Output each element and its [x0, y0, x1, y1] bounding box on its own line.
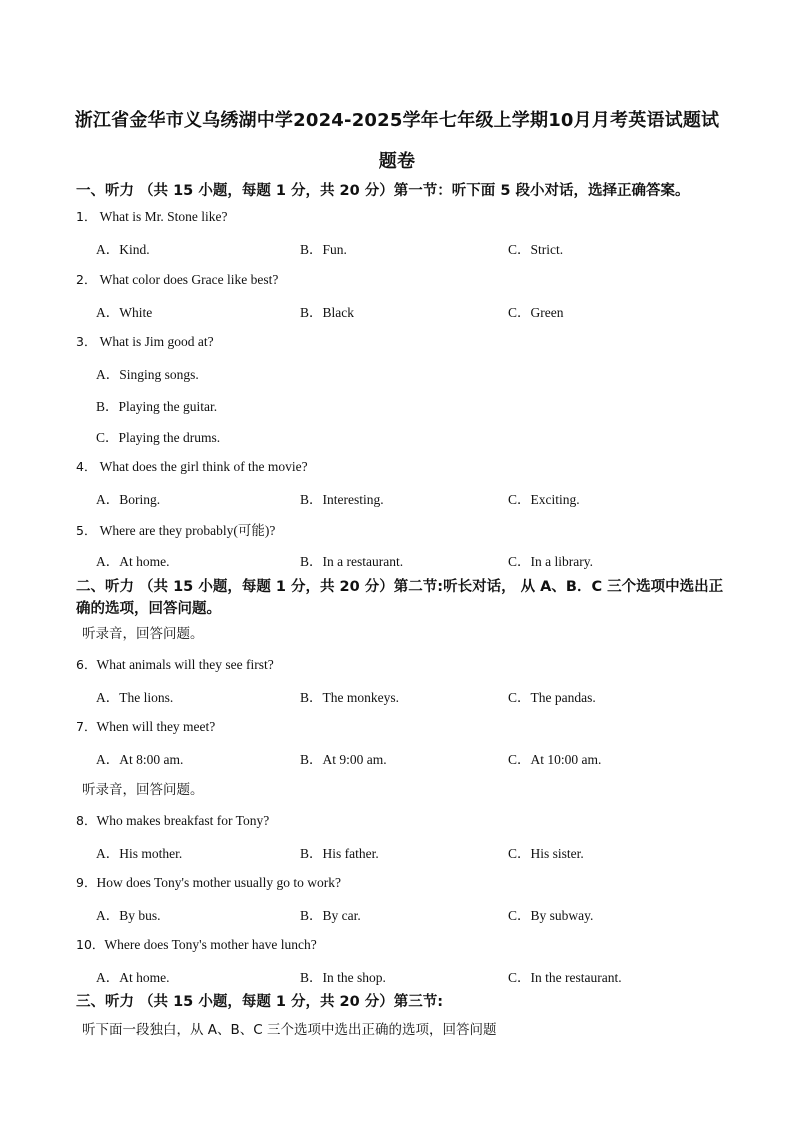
question-9 — [76, 873, 341, 891]
option-10b: B．In the shop. — [300, 970, 386, 985]
question-number: 7． — [76, 719, 97, 734]
option-2c: C．Green — [508, 305, 564, 320]
question-text: Where does Tony's mother have lunch? — [104, 937, 317, 952]
question-7 — [76, 717, 215, 735]
option-1a: A．Kind. — [96, 242, 150, 257]
option-9b: B．By car. — [300, 908, 361, 923]
option-4a: A．Boring. — [96, 492, 161, 507]
section-heading-2: 二、听力 （共 15 小题，每题 1 分，共 20 分）第二节:听长对话， 从 A、B．C 三个选项中选出正确的选项，回答问题。 — [76, 579, 724, 617]
listening-instruction-3: 听下面一段独白，从 A、B、C 三个选项中选出正确的选项，回答问题 — [82, 1022, 497, 1038]
question-2 — [76, 270, 278, 288]
question-6 — [76, 655, 274, 673]
question-number: 1． — [76, 209, 97, 224]
question-3 — [76, 332, 214, 350]
option-1b: B．Fun. — [300, 242, 347, 257]
question-4 — [76, 457, 308, 475]
question-10 — [76, 935, 317, 953]
question-number: 10． — [76, 937, 105, 952]
option-6a: A．The lions. — [96, 690, 174, 705]
option-4c: C．Exciting. — [508, 492, 580, 507]
option-1c: C．Strict. — [508, 242, 564, 257]
question-text: When will they meet? — [96, 719, 216, 734]
option-3c: C．Playing the drums. — [96, 430, 221, 445]
option-5a: A．At home. — [96, 554, 170, 569]
question-text: Where are they probably(可能)? — [99, 523, 276, 538]
option-8b: B．His father. — [300, 846, 379, 861]
question-text: Who makes breakfast for Tony? — [96, 813, 270, 828]
question-number: 4． — [76, 459, 97, 474]
option-5c: C．In a library. — [508, 554, 593, 569]
question-number: 2． — [76, 272, 97, 287]
question-text: What is Jim good at? — [99, 334, 214, 349]
listening-instruction-1: 听录音，回答问题。 — [82, 626, 204, 642]
question-1 — [76, 207, 227, 225]
question-text: What does the girl think of the movie? — [99, 459, 308, 474]
option-8c: C．His sister. — [508, 846, 584, 861]
option-2a: A．White — [96, 305, 153, 320]
exam-title-line2: 题卷 — [378, 151, 416, 172]
exam-title-line1: 浙江省金华市义乌绣湖中学2024-2025学年七年级上学期10月月考英语试题试 — [74, 110, 720, 131]
question-text: What color does Grace like best? — [99, 272, 279, 287]
option-7c: C．At 10:00 am. — [508, 752, 602, 767]
option-10c: C．In the restaurant. — [508, 970, 622, 985]
option-5b: B．In a restaurant. — [300, 554, 404, 569]
option-6c: C．The pandas. — [508, 690, 596, 705]
option-8a: A．His mother. — [96, 846, 183, 861]
question-number: 3． — [76, 334, 97, 349]
option-9c: C．By subway. — [508, 908, 594, 923]
section-heading-3: 三、听力 （共 15 小题，每题 1 分，共 20 分）第三节: — [76, 994, 444, 1010]
question-8 — [76, 811, 269, 829]
question-number: 8． — [76, 813, 97, 828]
option-2b: B．Black — [300, 305, 354, 320]
question-number: 6． — [76, 657, 97, 672]
question-text: How does Tony's mother usually go to work? — [96, 875, 342, 890]
option-7a: A．At 8:00 am. — [96, 752, 184, 767]
option-4b: B．Interesting. — [300, 492, 384, 507]
question-5 — [76, 519, 275, 539]
question-text: What animals will they see first? — [96, 657, 274, 672]
option-3b: B．Playing the guitar. — [96, 399, 218, 414]
option-9a: A．By bus. — [96, 908, 161, 923]
question-number: 9． — [76, 875, 97, 890]
question-number: 5． — [76, 523, 97, 538]
listening-instruction-2: 听录音，回答问题。 — [82, 782, 204, 798]
question-text: What is Mr. Stone like? — [99, 209, 228, 224]
option-6b: B．The monkeys. — [300, 690, 399, 705]
section-heading-1: 一、听力 （共 15 小题，每题 1 分，共 20 分）第一节：听下面 5 段小对话，选择正确答案。 — [76, 183, 690, 199]
option-7b: B．At 9:00 am. — [300, 752, 387, 767]
option-3a: A．Singing songs. — [96, 367, 199, 382]
option-10a: A．At home. — [96, 970, 170, 985]
